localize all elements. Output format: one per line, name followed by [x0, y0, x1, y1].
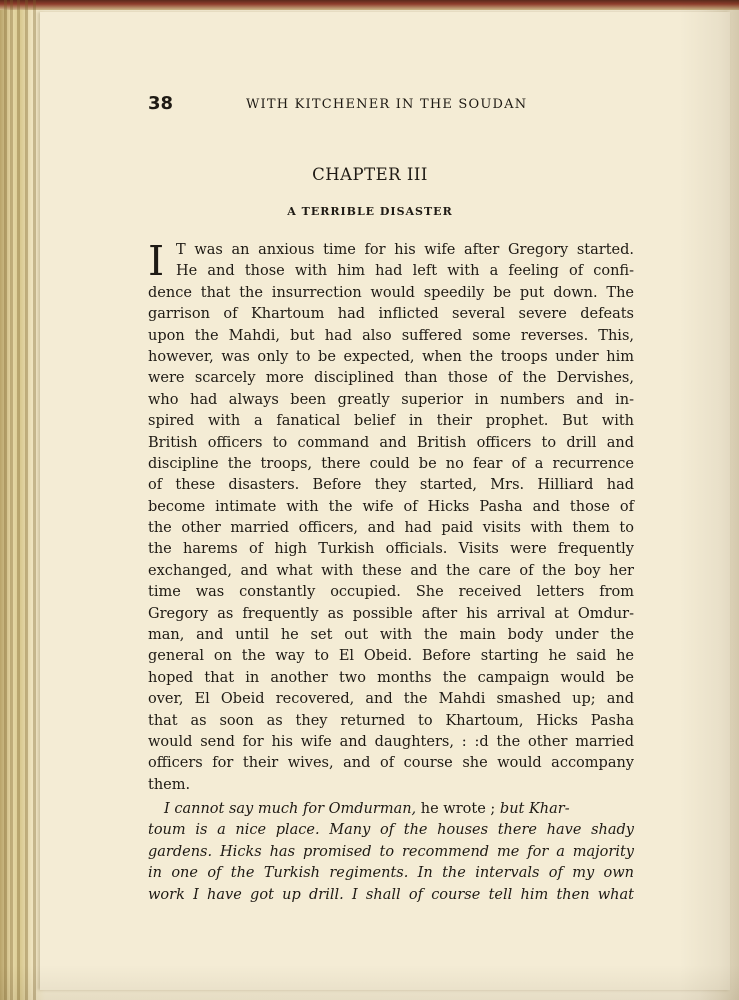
text-line: become intimate with the wife of Hicks Pasha and those of: [148, 498, 634, 515]
text-line: exchanged, and what with these and the care of the boy her: [148, 562, 634, 579]
text-line: British officers to command and British officers to drill and: [148, 434, 634, 451]
text-line: time was constantly occupied. She received letters from: [148, 584, 634, 601]
text-line: in one of the Turkish regiments. In the intervals of my own: [148, 865, 634, 882]
text-line: over, El Obeid recovered, and the Mahdi smashed up; and: [148, 691, 634, 708]
drop-cap: I: [148, 237, 165, 285]
text-line: who had always been greatly superior in numbers and in-: [148, 391, 634, 408]
text-line: officers for their wives, and of course she would accompany: [148, 755, 634, 772]
text-line: general on the way to El Obeid. Before starting he said he: [148, 648, 634, 665]
text-line: He and those with him had left with a feeling of confi-: [176, 263, 634, 280]
page-number: 38: [148, 93, 174, 114]
letter-quote: but Khar-: [499, 801, 570, 817]
letter-attribution: he wrote ;: [416, 801, 500, 817]
page-edge: [4, 0, 7, 1000]
letter-paragraph: [148, 799, 634, 906]
text-line: gardens. Hicks has promised to recommend me for a majority: [148, 843, 634, 860]
text-line: the harems of high Turkish officials. Visits were frequently: [148, 541, 634, 558]
letter-quote: I cannot say much for Omdurman,: [164, 801, 417, 817]
page-edge: [33, 0, 36, 1000]
text-line: hoped that in another two months the campaign would be: [148, 669, 634, 686]
page-edge: [17, 0, 20, 1000]
text-line: that as soon as they returned to Khartoum, Hicks Pasha: [148, 712, 634, 729]
book-cover-edge: [0, 0, 739, 10]
body-paragraph: [148, 237, 634, 796]
text-line: [148, 799, 634, 820]
text-line: however, was only to be expected, when the troops under him: [148, 348, 634, 365]
chapter-title: CHAPTER III: [312, 165, 428, 184]
text-line: were scarcely more disciplined than those of the Dervishes,: [148, 370, 634, 387]
text-line: would send for his wife and daughters, : :d the other married: [148, 733, 634, 750]
text-line: them.: [148, 776, 191, 793]
page-shadow: [679, 0, 739, 1000]
running-head: WITH KITCHENER IN THE SOUDAN: [246, 97, 528, 112]
text-line: work I have got up drill. I shall of course tell him then what: [148, 886, 634, 903]
text-line: T was an anxious time for his wife after Gregory started.: [176, 242, 634, 258]
text-line: of these disasters. Before they started, Mrs. Hilliard had: [148, 477, 634, 494]
text-line: dence that the insurrection would speedily be put down. The: [148, 284, 634, 301]
text-line: the other married officers, and had paid visits with them to: [148, 520, 634, 537]
page-header: [108, 93, 628, 119]
text-line: upon the Mahdi, but had also suffered some reverses. This,: [148, 327, 634, 344]
text-line: garrison of Khartoum had inflicted several severe defeats: [148, 306, 634, 323]
text-line: Gregory as frequently as possible after his arrival at Omdur-: [148, 605, 634, 622]
page-edge: [25, 0, 28, 1000]
page-bottom-shade: [0, 965, 739, 1000]
text-line: man, and until he set out with the main body under the: [148, 627, 634, 644]
page-edge: [10, 0, 13, 1000]
text-line: discipline the troops, there could be no fear of a recurrence: [148, 455, 634, 472]
text-line: toum is a nice place. Many of the houses there have shady: [148, 822, 634, 839]
chapter-subtitle: A TERRIBLE DISASTER: [287, 205, 453, 218]
text-line: spired with a fanatical belief in their prophet. But with: [148, 413, 634, 430]
